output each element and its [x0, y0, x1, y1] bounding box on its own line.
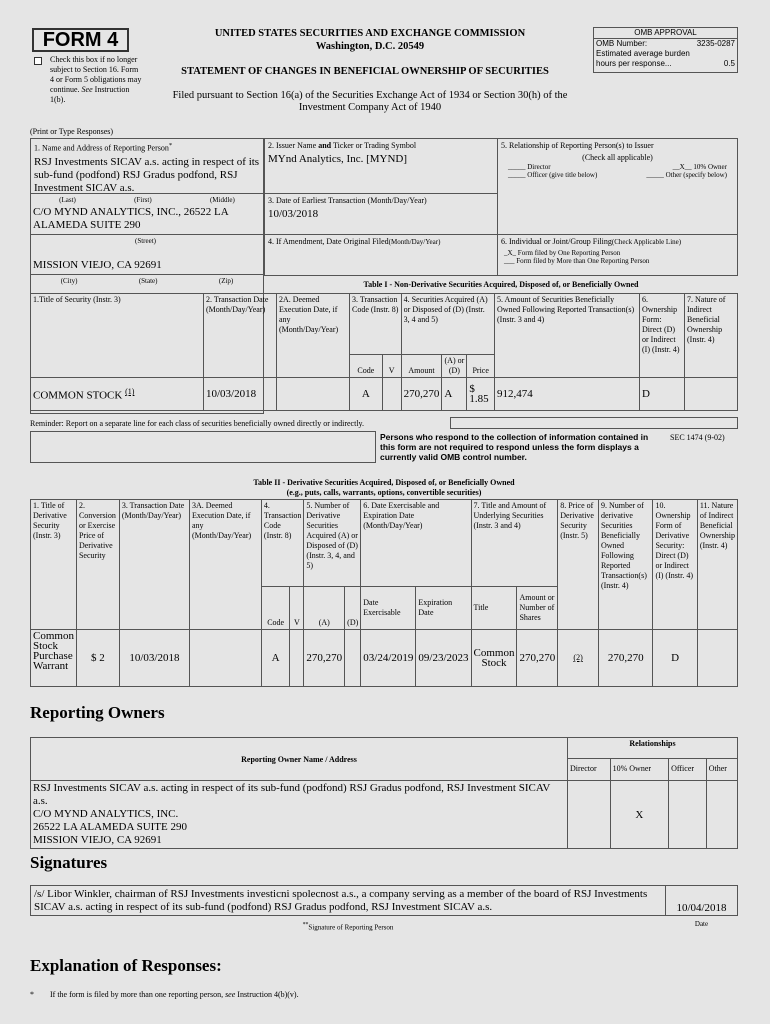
t2-exp: Expiration Date	[416, 587, 471, 630]
t2-title: Title	[471, 587, 517, 630]
table1	[30, 293, 738, 411]
t1-row-aord: A	[442, 378, 467, 411]
divider-2	[30, 234, 264, 235]
filing-label-text: 6. Individual or Joint/Group Filing	[501, 237, 612, 246]
print-type: (Print or Type Responses)	[30, 127, 114, 136]
omb-burden: Estimated average burden	[596, 49, 690, 58]
earliest-date-label: 3. Date of Earliest Transaction (Month/Day/Year)	[268, 196, 427, 205]
t2-h4: 4. Transaction Code (Instr. 8)	[261, 500, 303, 587]
omb-number-label: OMB Number:	[596, 39, 648, 48]
reporting-person-city: MISSION VIEJO, CA 92691	[33, 259, 162, 271]
t2-h11: 11. Nature of Indirect Beneficial Ownership (Instr. 4)	[697, 500, 737, 630]
t1-h1: 1.Title of Security (Instr. 3)	[31, 294, 204, 378]
t2-h5: 5. Number of Derivative Securities Acquired (A) or Disposed of (D) (Instr. 3, 4, and 5)	[304, 500, 361, 587]
t2-row-exercisable: 03/24/2019	[361, 630, 416, 687]
signature-box	[30, 885, 666, 916]
t2-d: (D)	[345, 587, 361, 630]
t2-h9: 9. Number of derivative Securities Beneficially Owned Following Reported Transaction(s) (Instr. 4)	[598, 500, 653, 630]
table2-title: Table II - Derivative Securities Acquired, Disposed of, or Beneficially Owned	[253, 478, 515, 487]
t2-row-a: 270,270	[304, 630, 345, 687]
explanation-note-pre: If the form is filed by more than one reporting person,	[50, 990, 224, 999]
t2-h1: 1. Title of Derivative Security (Instr. 3)	[31, 500, 77, 630]
check-box-text	[50, 55, 142, 105]
t1-h2a: 2A. Deemed Execution Date, if any (Month/Day/Year)	[277, 294, 350, 378]
reporting-person-label-row	[31, 139, 263, 156]
t1-amount: Amount	[401, 355, 442, 378]
table-row	[31, 378, 738, 411]
signature-date-box	[665, 885, 738, 916]
filing-label	[498, 235, 737, 249]
ro-owner-line: C/O MYND ANALYTICS, INC.	[33, 808, 179, 820]
ro-other-cell	[706, 781, 737, 849]
table-row	[31, 781, 738, 849]
omb-hours: 0.5	[723, 59, 735, 68]
t1-security: COMMON STOCK	[33, 389, 123, 402]
table2-header-row	[31, 500, 738, 587]
omb-title: OMB APPROVAL	[594, 28, 737, 39]
agency-city: Washington, D.C. 20549	[315, 41, 425, 52]
state-label: (State)	[138, 277, 158, 285]
form-title-box	[32, 28, 129, 52]
t2-row-v	[290, 630, 304, 687]
t1-footnote-link[interactable]: (1)	[125, 387, 135, 397]
middle-label: (Middle)	[209, 196, 235, 204]
instruction-ref: Instruction 1(b).	[50, 85, 130, 104]
amendment-label-sub: (Month/Day/Year)	[388, 238, 441, 246]
t1-v: V	[382, 355, 401, 378]
form-title: FORM 4	[42, 29, 119, 51]
explanation-note	[30, 990, 299, 1000]
reporting-owners-heading: Reporting Owners	[30, 703, 165, 722]
signature-date: 10/04/2018	[676, 902, 727, 914]
signature-star: **	[302, 922, 309, 928]
ro-ten-pct: 10% Owner	[610, 758, 668, 780]
t2-h3: 3. Transaction Date (Month/Day/Year)	[119, 500, 189, 630]
t1-aord: (A) or (D)	[442, 355, 467, 378]
lfm-row	[30, 196, 264, 204]
relationship-label: 5. Relationship of Reporting Person(s) to Issuer	[501, 141, 654, 150]
t2-date-ex: Date Exercisable	[361, 587, 416, 630]
t1-h7: 7. Nature of Indirect Beneficial Ownership (Instr. 4)	[685, 294, 738, 378]
filed-pursuant: Filed pursuant to Section 16(a) of the Securities Exchange Act of 1934 or Section 30(h) of the Investment Company Act of 1940	[172, 90, 568, 113]
explanation-heading: Explanation of Responses:	[30, 956, 222, 975]
t1-row-code: A	[350, 378, 383, 411]
ro-director-cell	[568, 781, 611, 849]
see-word: See	[81, 85, 93, 94]
table1-header-row	[31, 294, 738, 355]
amendment-box	[264, 234, 498, 276]
csz-row	[30, 277, 264, 285]
issuer-label-post: Ticker or Trading Symbol	[332, 141, 417, 150]
ro-ten-pct-mark: X	[610, 781, 668, 849]
filing-one: _X_ Form filed by One Reporting Person	[504, 249, 621, 257]
omb-hours-label: hours per response...	[596, 59, 672, 68]
ro-owner-line: 26522 LA ALAMEDA SUITE 290	[33, 821, 187, 833]
relationship-row-2	[498, 171, 737, 179]
t2-row-d	[345, 630, 361, 687]
table1-title: Table I - Non-Derivative Securities Acquired, Disposed of, or Beneficially Owned	[363, 280, 639, 289]
city-label: (City)	[60, 277, 78, 285]
ro-owner-line: MISSION VIEJO, CA 92691	[33, 834, 162, 846]
t1-row-owned: 912,474	[495, 378, 640, 411]
t1-h4: 4. Securities Acquired (A) or Disposed of (D) (Instr. 3, 4 and 5)	[401, 294, 494, 355]
check-box-label: Check this box if no longer subject to Section 16. Form 4 or Form 5 obligations may continue.	[50, 55, 142, 94]
t2-h8: 8. Price of Derivative Security (Instr. 5)	[558, 500, 599, 630]
t1-row-amount: 270,270	[401, 378, 442, 411]
explanation-note-see: see	[225, 990, 236, 999]
relationship-officer: _____ Officer (give title below)	[508, 171, 598, 179]
t2-row-nature	[697, 630, 737, 687]
t2-row-price: $ 2	[76, 630, 119, 687]
issuer-label-and: and	[318, 141, 332, 150]
t1-row-price: $ 1.85	[467, 378, 495, 411]
ro-director: Director	[568, 758, 611, 780]
filing-box	[497, 234, 738, 276]
signatures-heading: Signatures	[30, 853, 108, 872]
reminder: Reminder: Report on a separate line for each class of securities beneficially owned directly or indirectly.	[30, 419, 365, 428]
earliest-date-box	[264, 193, 498, 235]
t2-row-owned: 270,270	[598, 630, 653, 687]
t1-row-nature	[685, 378, 738, 411]
issuer-name: MYnd Analytics, Inc. [MYND]	[268, 153, 408, 165]
explanation-star: *	[30, 990, 34, 999]
omb-box	[593, 27, 738, 73]
relationship-other: _____ Other (specify below)	[646, 171, 727, 179]
persons-notice: Persons who respond to the collection of information contained in this form are not required to respond unless the form displays a currently valid OMB control number.	[380, 432, 649, 462]
zip-label: (Zip)	[218, 277, 234, 285]
agency-name: UNITED STATES SECURITIES AND EXCHANGE COMMISSION	[214, 28, 526, 39]
t2-h6: 6. Date Exercisable and Expiration Date (Month/Day/Year)	[361, 500, 471, 587]
t1-h2: 2. Transaction Date (Month/Day/Year)	[204, 294, 277, 378]
t1-h5: 5. Amount of Securities Beneficially Owned Following Reported Transaction(s) (Instr. 3 and 4)	[495, 294, 640, 378]
sec-code: SEC 1474 (9-02)	[670, 433, 725, 442]
t1-date: 10/03/2018	[204, 378, 277, 411]
reporting-person-star: *	[168, 142, 173, 149]
street-label: (Street)	[135, 237, 156, 245]
ro-name-header: Reporting Owner Name / Address	[31, 738, 568, 781]
signature-text: /s/ Libor Winkler, chairman of RSJ Investments investicni spolecnost a.s., a company serving as a member of the board of RSJ Investments SICAV a.s. acting in respect of its sub-fund (podfond) RSJ Gradus podfond, RSJ Investment SICAV a.s.	[34, 888, 648, 913]
ro-owner-cell	[31, 781, 568, 849]
t1-code: Code	[350, 355, 383, 378]
signature-label-row	[30, 921, 666, 931]
ro-relationships: Relationships	[568, 738, 738, 759]
t1-h3: 3. Transaction Code (Instr. 8)	[350, 294, 402, 355]
omb-hours-row	[594, 59, 737, 69]
explanation-note-post: Instruction 4(b)(v).	[237, 990, 299, 999]
t1-deemed	[277, 378, 350, 411]
t1-price: Price	[467, 355, 495, 378]
relationship-director: _____ Director	[508, 163, 551, 171]
t2-row-deemed	[189, 630, 261, 687]
reporting-person-address: C/O MYND ANALYTICS, INC., 26522 LA ALAMEDA SUITE 290	[33, 206, 229, 231]
t2-v: V	[290, 587, 304, 630]
last-label: (Last)	[59, 196, 76, 204]
issuer-label-pre: 2. Issuer Name	[268, 141, 317, 150]
reporting-person-name: RSJ Investments SICAV a.s. acting in respect of its sub-fund (podfond) RSJ Gradus podfond, RSJ Investment SICAV a.s.	[34, 155, 260, 194]
amendment-label	[265, 235, 497, 249]
t2-h7: 7. Title and Amount of Underlying Securities (Instr. 3 and 4)	[471, 500, 558, 587]
t2-row-code: A	[261, 630, 289, 687]
first-label: (First)	[134, 196, 152, 204]
t1-row-form: D	[640, 378, 685, 411]
t2-h3a: 3A. Deemed Execution Date, if any (Month/Day/Year)	[189, 500, 261, 630]
issuer-label	[265, 139, 497, 153]
t2-code: Code	[261, 587, 289, 630]
relationship-check-all: (Check all applicable)	[582, 153, 653, 162]
table2	[30, 499, 738, 687]
t2-a: (A)	[304, 587, 345, 630]
t2-row-amount: 270,270	[517, 630, 558, 687]
filing-label-sub: (Check Applicable Line)	[611, 238, 682, 246]
reminder-box-right	[450, 417, 738, 429]
issuer-box	[264, 138, 498, 194]
relationship-ten-pct: __X__ 10% Owner	[672, 163, 727, 171]
statement-title: STATEMENT OF CHANGES IN BENEFICIAL OWNERSHIP OF SECURITIES	[181, 66, 549, 77]
relationship-row-1	[498, 163, 737, 171]
signature-label: Signature of Reporting Person	[308, 923, 394, 932]
ro-officer-cell	[669, 781, 707, 849]
earliest-date: 10/03/2018	[268, 208, 319, 220]
divider-1	[30, 193, 264, 194]
table-row	[31, 630, 738, 687]
t2-row-price8-link[interactable]: (2)	[558, 630, 599, 687]
omb-number: 3235-0287	[696, 39, 735, 48]
reporting-owners-table	[30, 737, 738, 849]
t2-row-expiration: 09/23/2023	[416, 630, 471, 687]
omb-number-row	[594, 39, 737, 49]
ro-officer: Officer	[669, 758, 707, 780]
t2-row-security: Common Stock Purchase Warrant	[31, 630, 77, 687]
ro-other: Other	[706, 758, 737, 780]
t2-h10: 10. Ownership Form of Derivative Security: Direct (D) or Indirect (I) (Instr. 4)	[653, 500, 697, 630]
t2-row-date: 10/03/2018	[119, 630, 189, 687]
t2-amt-shares: Amount or Number of Shares	[517, 587, 558, 630]
ro-owner-line: RSJ Investments SICAV a.s. acting in respect of its sub-fund (podfond) RSJ Gradus podfond, RSJ Investment SICAV a.s.	[33, 782, 551, 807]
t1-h6: 6. Ownership Form: Direct (D) or Indirect (I) (Instr. 4)	[640, 294, 685, 378]
t2-row-form: D	[653, 630, 697, 687]
reminder-box-left	[30, 431, 376, 463]
t2-row-title: Common Stock	[471, 630, 517, 687]
relationship-box	[497, 138, 738, 235]
check-box[interactable]	[34, 57, 42, 65]
amendment-label-text: 4. If Amendment, Date Original Filed	[268, 237, 389, 246]
ro-header-row-1	[31, 738, 738, 759]
divider-3	[30, 274, 264, 275]
table2-subtitle: (e.g., puts, calls, warrants, options, convertible securities)	[286, 488, 482, 497]
t1-security-cell	[31, 378, 204, 411]
t2-h2: 2. Conversion or Exercise Price of Derivative Security	[76, 500, 119, 630]
t1-row-v	[382, 378, 401, 411]
reporting-person-label: 1. Name and Address of Reporting Person	[34, 143, 169, 153]
filing-more: ___ Form filed by More than One Reporting Person	[504, 257, 650, 265]
date-label: Date	[694, 920, 709, 928]
